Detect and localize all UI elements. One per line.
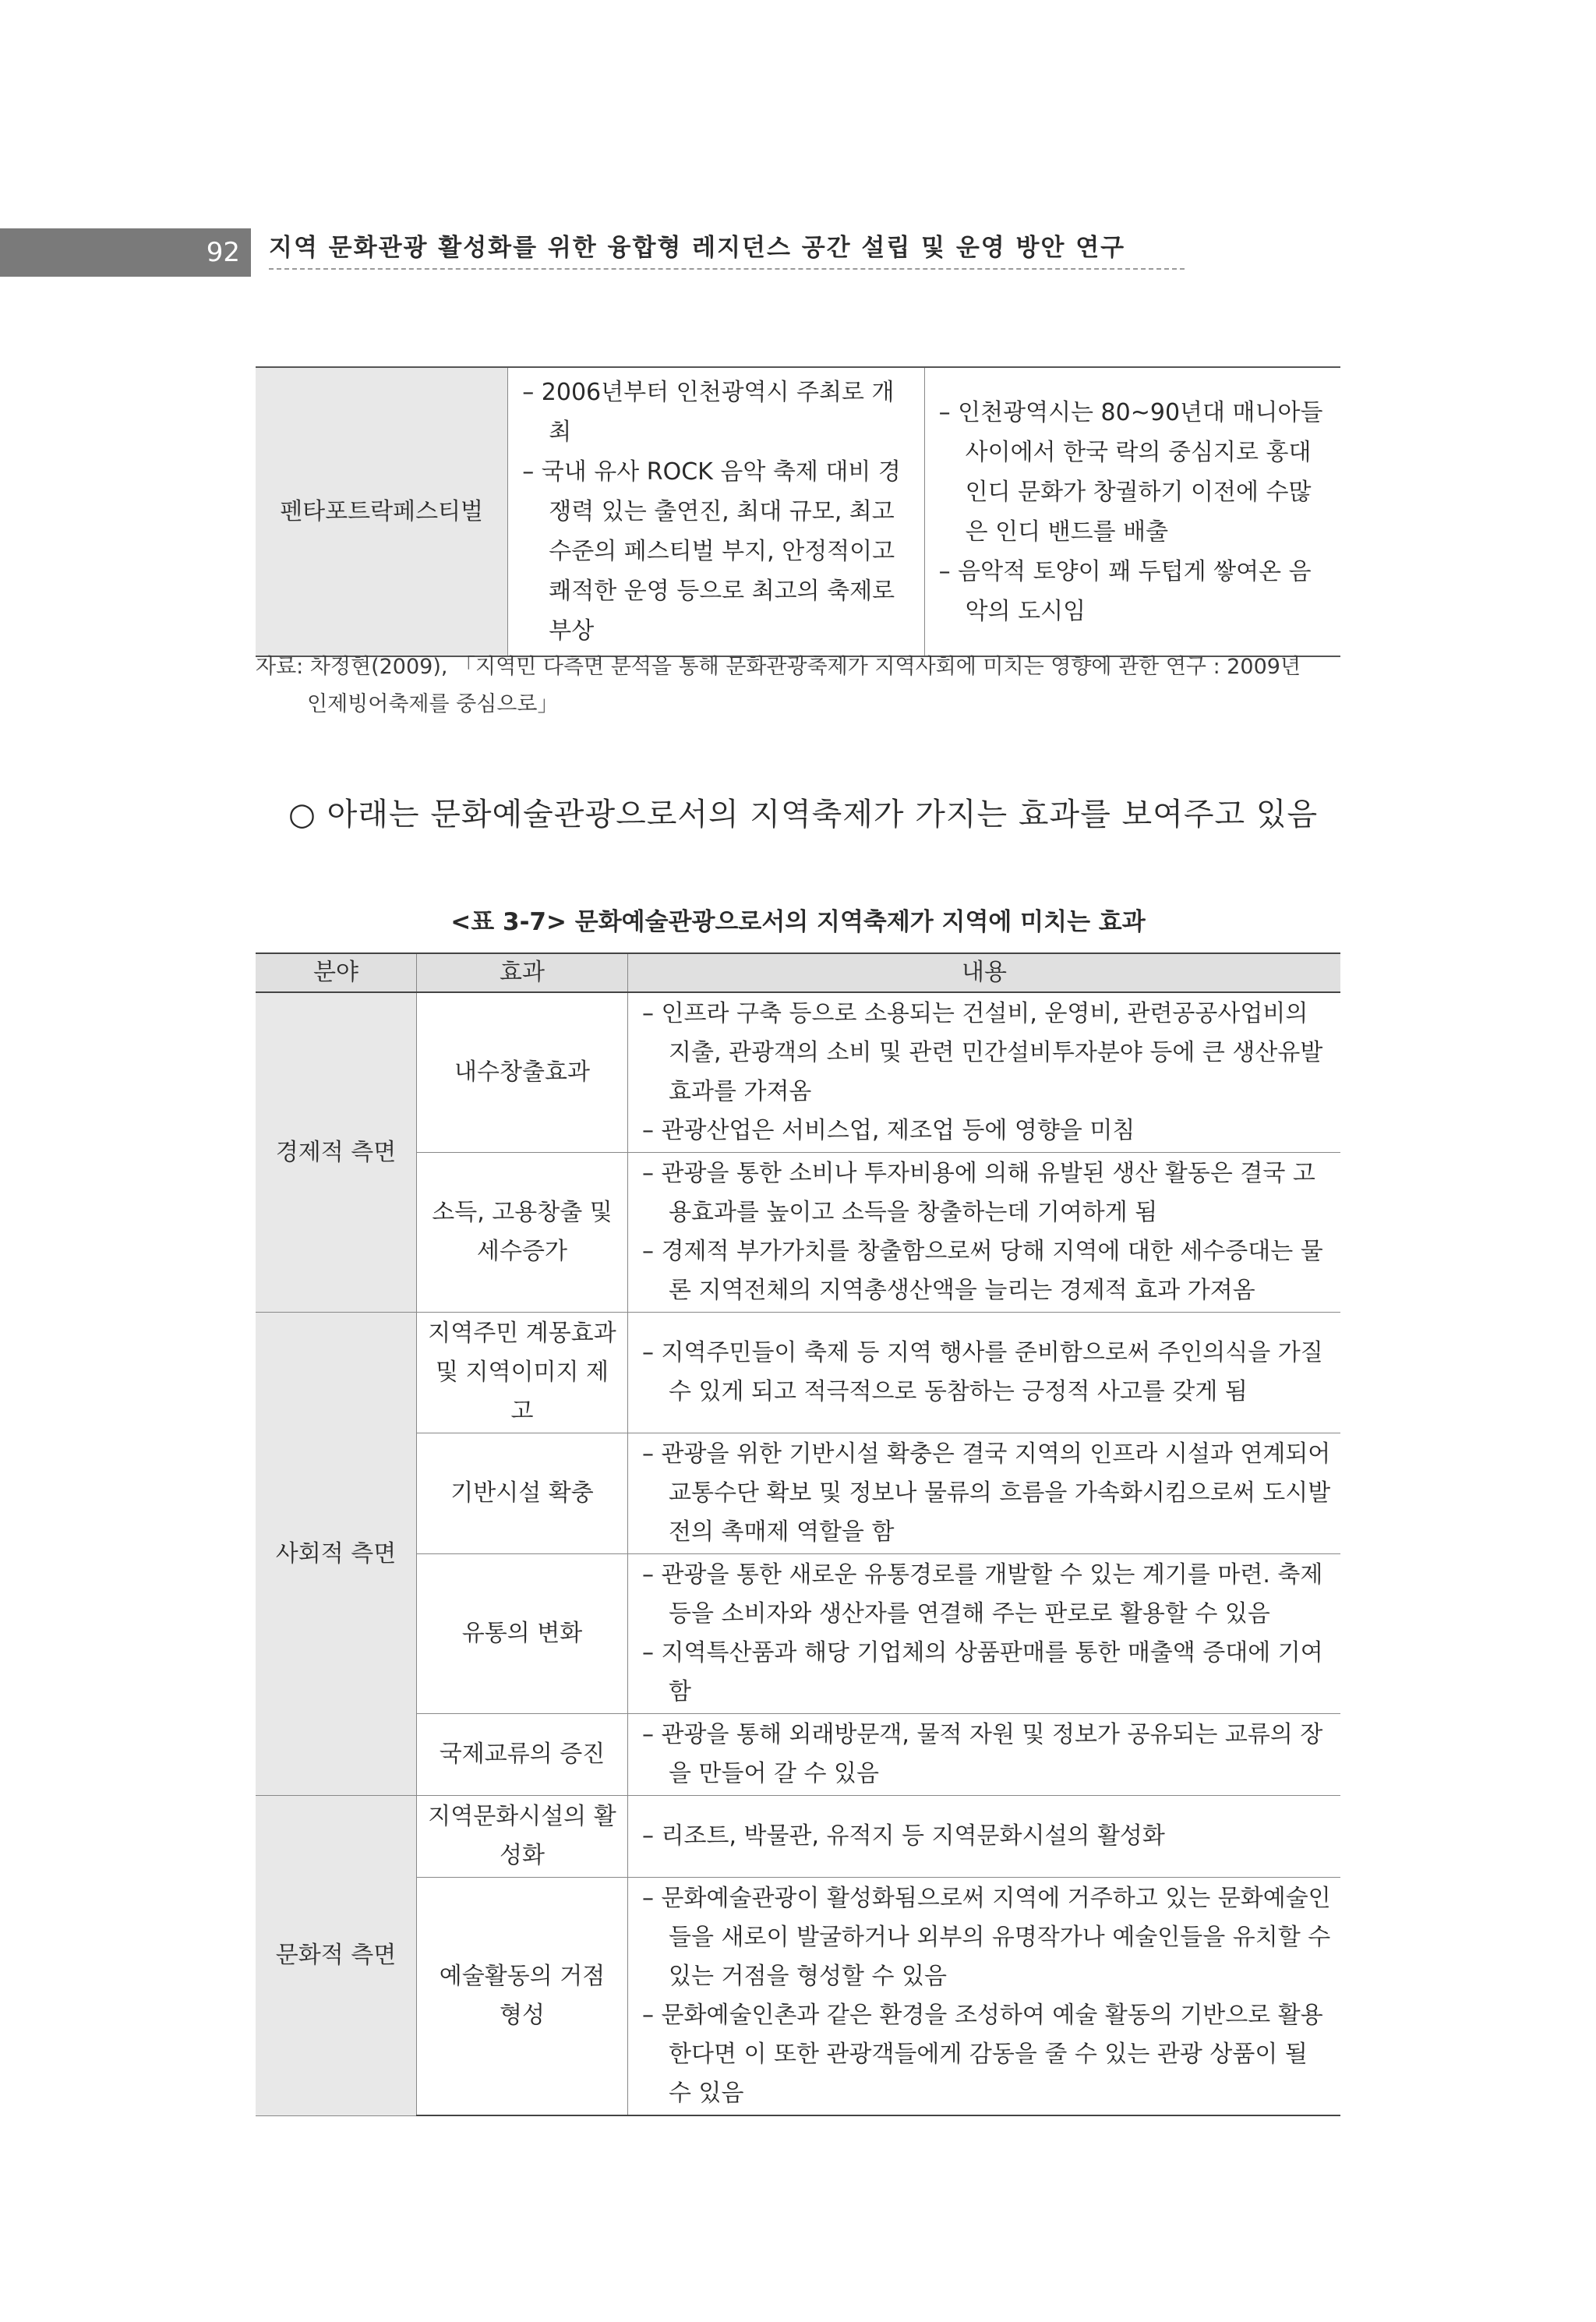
list-item: – 경제적 부가가치를 창출함으로써 당해 지역에 대한 세수증대는 물론 지역전체의 지역총생산액을 늘리는 경제적 효과 가져옴 — [642, 1238, 1323, 1304]
table-header-row — [256, 953, 1340, 992]
source-line: 자료: 차정현(2009), 「지역민 다측면 분석을 통해 문화관광축제가 지역사회에 미치는 영향에 관한 연구 : 2009년 — [256, 655, 1301, 679]
list-item: – 관광을 통한 새로운 유통경로를 개발할 수 있는 계기를 마련. 축제 등을 소비자와 생산자를 연결해 주는 판로로 활용할 수 있음 — [642, 1561, 1323, 1628]
list-item: – 관광을 위한 기반시설 확충은 결국 지역의 인프라 시설과 연계되어 교통수단 확보 및 정보나 물류의 흐름을 가속화시킴으로써 도시발전의 촉매제 역할을 함 — [642, 1440, 1331, 1546]
table-row — [256, 1878, 1340, 2116]
list-item: – 관광산업은 서비스업, 제조업 등에 영향을 미침 — [642, 1117, 1135, 1144]
effect-cell: 소득, 고용창출 및 세수증가 — [417, 1153, 628, 1313]
field-cell: 사회적 측면 — [256, 1313, 417, 1796]
content-cell — [628, 1153, 1341, 1313]
table-row — [256, 1433, 1340, 1554]
column-header-effect: 효과 — [417, 953, 628, 992]
body-statement: ○ 아래는 문화예술관광으로서의 지역축제가 가지는 효과를 보여주고 있음 — [288, 797, 1319, 832]
effects-table — [256, 952, 1340, 2116]
content-cell — [628, 992, 1341, 1153]
effect-cell: 기반시설 확충 — [417, 1433, 628, 1554]
table-row — [256, 1554, 1340, 1714]
table-row — [256, 367, 1340, 656]
content-cell — [628, 1554, 1341, 1714]
effect-cell: 지역주민 계몽효과 및 지역이미지 제고 — [417, 1313, 628, 1433]
header-divider — [269, 268, 1185, 270]
list-item: – 관광을 통한 소비나 투자비용에 의해 유발된 생산 활동은 결국 고용효과를 높이고 소득을 창출하는데 기여하게 됨 — [642, 1160, 1315, 1226]
table-row — [256, 1153, 1340, 1313]
running-title: 지역 문화관광 활성화를 위한 융합형 레지던스 공간 설립 및 운영 방안 연구 — [269, 234, 1126, 262]
list-item: – 인천광역시는 80~90년대 매니아들 사이에서 한국 락의 중심지로 홍대 인디 문화가 창궐하기 이전에 수많은 인디 밴드를 배출 — [938, 398, 1323, 546]
content-cell — [628, 1878, 1341, 2116]
effect-cell: 예술활동의 거점 형성 — [417, 1878, 628, 2116]
table-caption: <표 3-7> 문화예술관광으로서의 지역축제가 지역에 미치는 효과 — [450, 908, 1146, 936]
field-cell: 경제적 측면 — [256, 992, 417, 1313]
effect-cell: 내수창출효과 — [417, 992, 628, 1153]
festival-overview-cell — [508, 367, 924, 656]
list-item: – 관광을 통해 외래방문객, 물적 자원 및 정보가 공유되는 교류의 장을 만들어 갈 수 있음 — [642, 1721, 1323, 1787]
table-row — [256, 992, 1340, 1153]
list-item: – 국내 유사 ROCK 음악 축제 대비 경쟁력 있는 출연진, 최대 규모, 최고 수준의 페스티벌 부지, 안정적이고 쾌적한 운영 등으로 최고의 축제로 부상 — [522, 458, 901, 645]
source-note — [256, 649, 1340, 723]
list-item: – 문화예술인촌과 같은 환경을 조성하여 예술 활동의 기반으로 활용한다면 이 또한 관광객들에게 감동을 줄 수 있는 관광 상품이 될 수 있음 — [642, 2002, 1323, 2107]
effect-cell: 지역문화시설의 활성화 — [417, 1796, 628, 1878]
content-cell — [628, 1433, 1341, 1554]
table-row — [256, 1714, 1340, 1796]
list-item: – 음악적 토양이 꽤 두텁게 쌓여온 음악의 도시임 — [938, 557, 1312, 625]
page-number: 92 — [206, 237, 240, 268]
list-item: – 2006년부터 인천광역시 주최로 개최 — [522, 379, 895, 446]
festival-background-cell — [924, 367, 1340, 656]
list-item: – 지역주민들이 축제 등 지역 행사를 준비함으로써 주인의식을 가질 수 있게 되고 적극적으로 동참하는 긍정적 사고를 갖게 됨 — [642, 1339, 1323, 1405]
list-item: – 리조트, 박물관, 유적지 등 지역문화시설의 활성화 — [642, 1822, 1165, 1850]
field-cell: 문화적 측면 — [256, 1796, 417, 2116]
source-line: 인제빙어축제를 중심으로」 — [307, 692, 559, 716]
festival-table — [256, 366, 1340, 657]
table-row — [256, 1313, 1340, 1433]
list-item: – 인프라 구축 등으로 소용되는 건설비, 운영비, 관련공공사업비의 지출, 관광객의 소비 및 관련 민간설비투자분야 등에 큰 생산유발효과를 가져옴 — [642, 1000, 1323, 1105]
table-row — [256, 1796, 1340, 1878]
list-item: – 문화예술관광이 활성화됨으로써 지역에 거주하고 있는 문화예술인들을 새로이 발굴하거나 외부의 유명작가나 예술인들을 유치할 수 있는 거점을 형성할 수 있음 — [642, 1885, 1331, 1990]
content-cell — [628, 1714, 1341, 1796]
content-cell — [628, 1796, 1341, 1878]
column-header-field: 분야 — [256, 953, 417, 992]
festival-name: 펜타포트락페스티벌 — [256, 367, 508, 656]
content-cell — [628, 1313, 1341, 1433]
list-item: – 지역특산품과 해당 기업체의 상품판매를 통한 매출액 증대에 기여함 — [642, 1639, 1323, 1705]
effect-cell: 유통의 변화 — [417, 1554, 628, 1714]
effect-cell: 국제교류의 증진 — [417, 1714, 628, 1796]
column-header-content: 내용 — [628, 953, 1341, 992]
page-number-band — [0, 228, 251, 277]
